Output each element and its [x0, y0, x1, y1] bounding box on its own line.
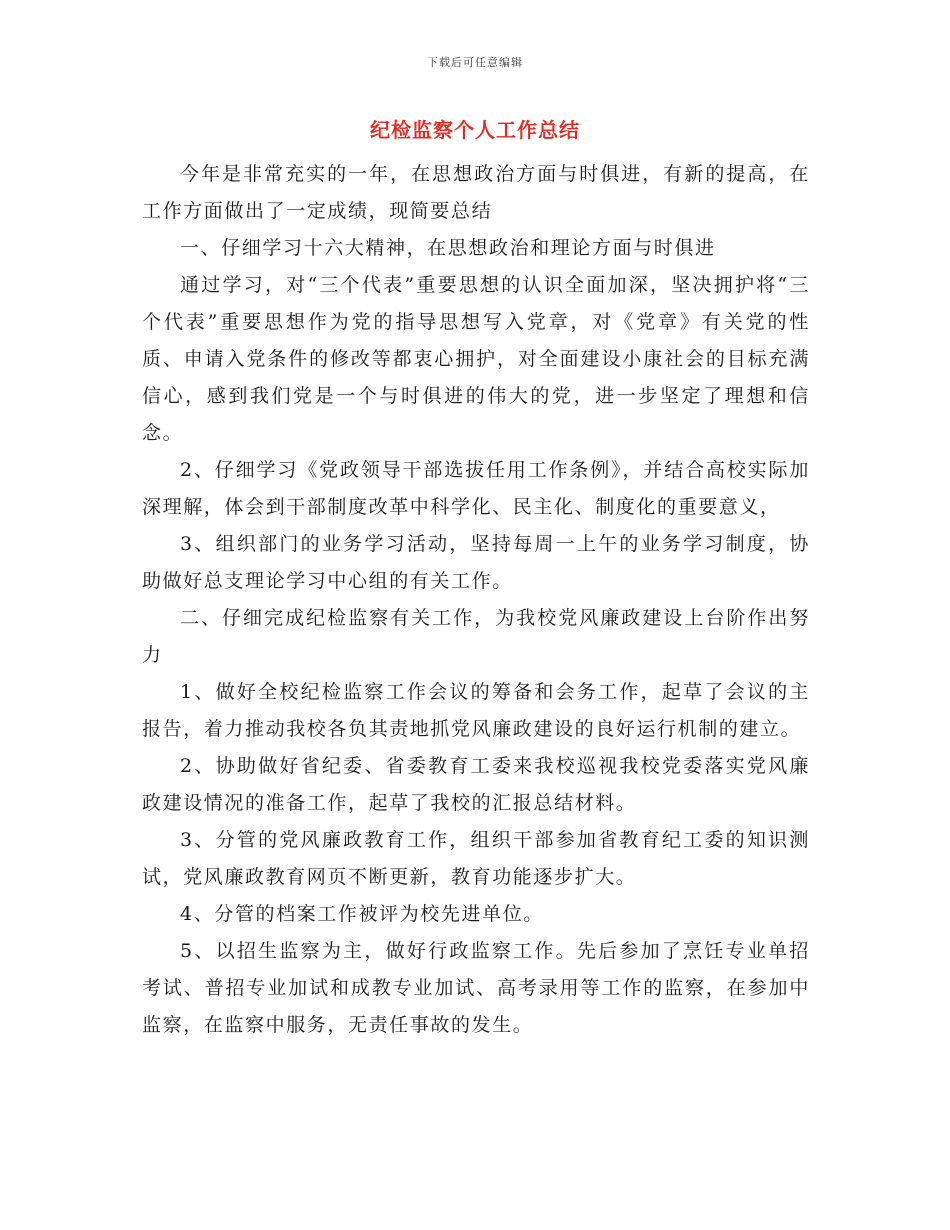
list-item-2-1: 1、做好全校纪检监察工作会议的筹备和会务工作，起草了会议的主报告，着力推动我校各负其责地抓党风廉政建设的良好运行机制的建立。 [142, 681, 810, 740]
intro-paragraph: 今年是非常充实的一年，在思想政治方面与时俱进，有新的提高，在工作方面做出了一定成绩，现简要总结 [142, 163, 810, 222]
list-item-2-5: 5、以招生监察为主，做好行政监察工作。先后参加了烹饪专业单招考试、普招专业加试和成教专业加试、高考录用等工作的监察，在参加中监察，在监察中服务，无责任事故的发生。 [142, 940, 810, 1036]
list-item-2-3: 3、分管的党风廉政教育工作，组织干部参加省教育纪工委的知识测试，党风廉政教育网页不断更新，教育功能逐步扩大。 [142, 829, 810, 888]
body-paragraph: 通过学习，对“三个代表”重要思想的认识全面加深，坚决拥护将“三个代表”重要思想作为党的指导思想写入党章，对《党章》有关党的性质、申请入党条件的修改等都衷心拥护，对全面建设小康社会的目标充满信心，感到我们党是一个与时俱进的伟大的党，进一步坚定了理想和信念。 [142, 274, 810, 444]
header-note: 下载后可任意编辑 [427, 56, 523, 69]
document-body [142, 156, 810, 1044]
section-heading-2: 二、仔细完成纪检监察有关工作，为我校党风廉政建设上台阶作出努力 [142, 607, 810, 666]
list-item-1-2: 2、仔细学习《党政领导干部选拔任用工作条例》，并结合高校实际加深理解，体会到干部制度改革中科学化、民主化、制度化的重要意义， [142, 459, 810, 518]
list-item-1-3: 3、组织部门的业务学习活动，坚持每周一上午的业务学习制度，协助做好总支理论学习中心组的有关工作。 [142, 533, 810, 592]
list-item-2-4: 4、分管的档案工作被评为校先进单位。 [180, 903, 544, 925]
list-item-2-2: 2、协助做好省纪委、省委教育工委来我校巡视我校党委落实党风廉政建设情况的准备工作，起草了我校的汇报总结材料。 [142, 755, 810, 814]
section-heading-1: 一、仔细学习十六大精神，在思想政治和理论方面与时俱进 [180, 237, 716, 259]
document-title: 纪检监察个人工作总结 [370, 118, 580, 142]
